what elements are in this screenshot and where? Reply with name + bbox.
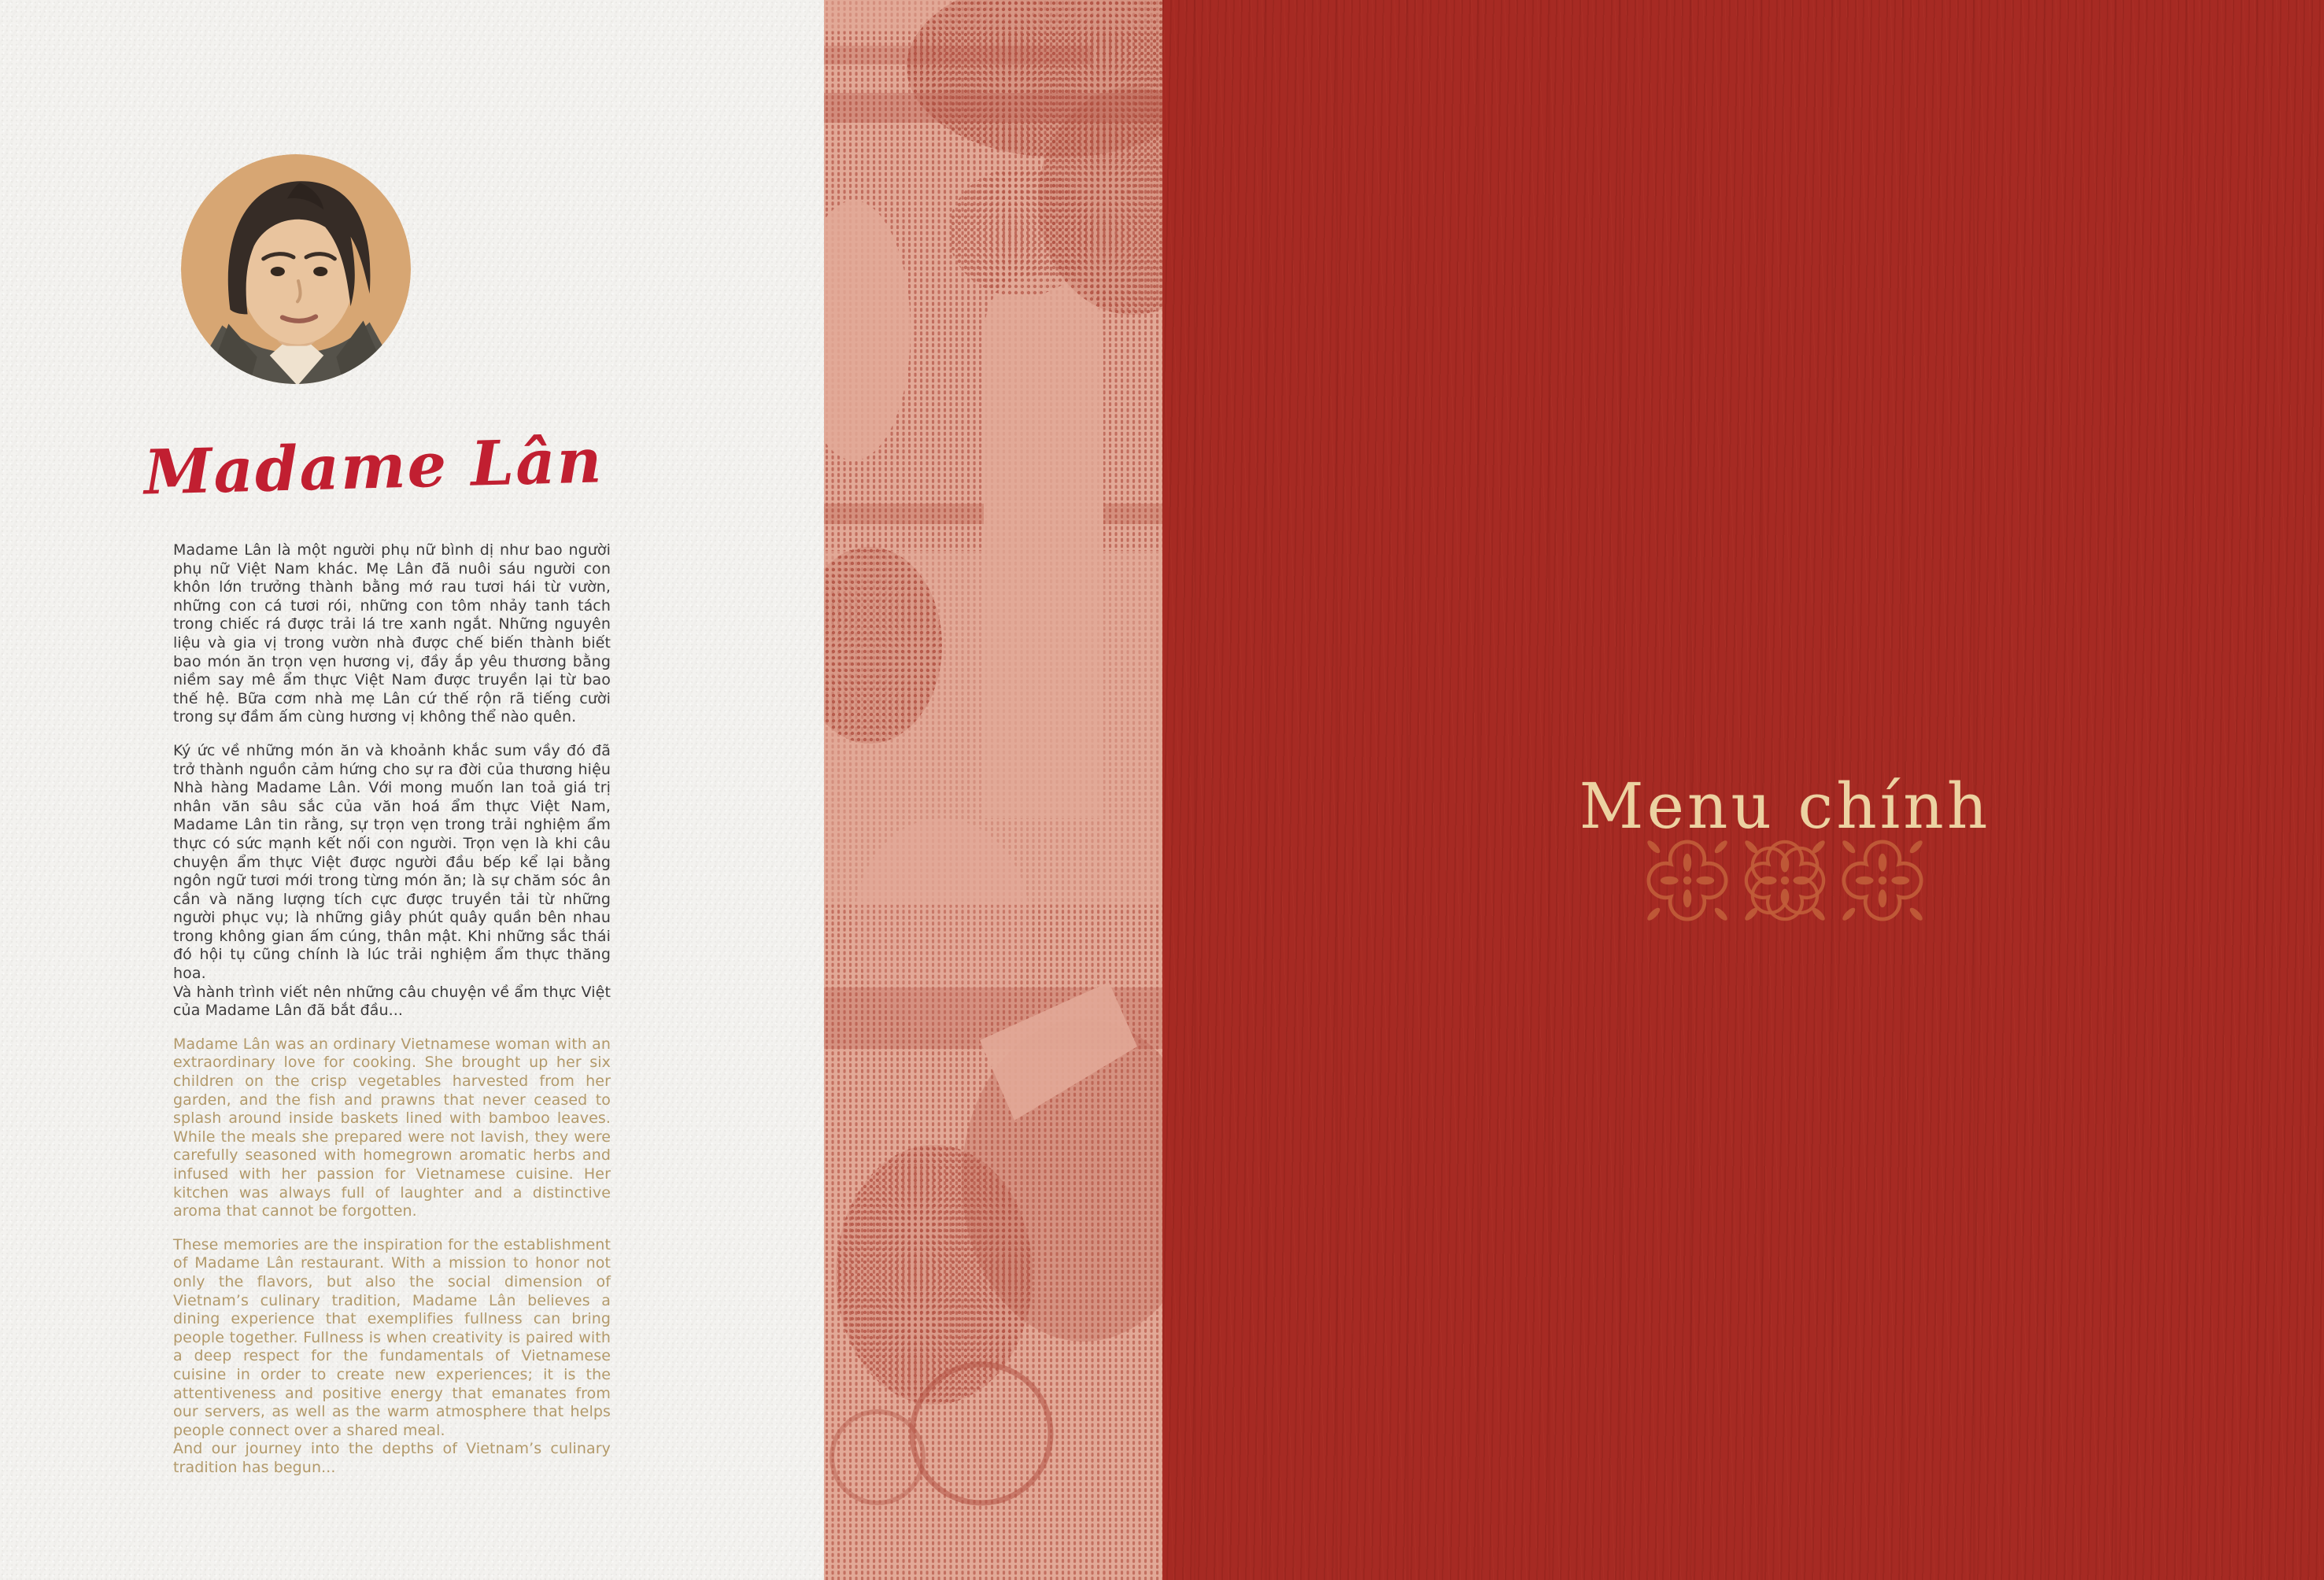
ornament-row: [1642, 836, 1927, 925]
menu-title: Menu chính: [1579, 770, 1991, 843]
story-vi-closing-line: Và hành trình viết nên những câu chuyện về ẩm thực Việt của Madame Lân đã bắt đầu...: [173, 983, 611, 1020]
flower-medallion-icon: [1838, 836, 1927, 925]
flower-medallion-icon: [1642, 836, 1732, 925]
page-title: Madame Lân: [142, 425, 604, 509]
story-en-paragraph-2: These memories are the inspiration for the establishment of Madame Lân restaurant. With a mission to honor not only the flavors, but also the social dimension of Vietnam’s culinary tradition, Madame Lân believes a dining experience that exemplifies fullness can bring people together. Fullness is when creativity is paired with a deep respect for the fundamentals of Vietnamese cuisine in order to create new experiences; it is the attentiveness and positive energy that emanates from our servers, as well as the warm atmosphere that helps people connect over a shared meal.: [173, 1235, 611, 1439]
story-english: [173, 1035, 611, 1478]
portrait-illustration: [181, 154, 411, 384]
story-vi-paragraph-1: Madame Lân là một người phụ nữ bình dị như bao người phụ nữ Việt Nam khác. Mẹ Lân đã nuôi sáu người con khôn lớn trưởng thành bằng mớ rau tươi hái từ vườn, những con cá tươi rói, những con tôm nhảy tanh tách trong chiếc rá được trải lá tre xanh ngắt. Những nguyên liệu và gia vị trong vườn nhà được chế biến thành biết bao món ăn trọn vẹn hương vị, đầy ắp yêu thương bằng niềm say mê ẩm thực Việt Nam được truyền lại từ bao thế hệ. Bữa cơm nhà mẹ Lân cứ thế rộn rã tiếng cười trong sự đầm ấm cùng hương vị không thể nào quên.: [173, 541, 611, 726]
halftone-street-scene: [824, 0, 1162, 1580]
rosette-medallion-icon: [1740, 836, 1830, 925]
portrait-photo: [181, 154, 411, 384]
story-vi-paragraph-2: Ký ức về những món ăn và khoảnh khắc sum vầy đó đã trở thành nguồn cảm hứng cho sự ra đời của thương hiệu Nhà hàng Madame Lân. Với mong muốn lan toả giá trị nhân văn sâu sắc của văn hoá ẩm thực Việt Nam, Madame Lân tin rằng, sự trọn vẹn trong trải nghiệm ẩm thực có sức mạnh kết nối con người. Trọn vẹn là khi câu chuyện ẩm thực Việt được người đầu bếp kể lại bằng ngôn ngữ tươi mới trong từng món ăn; là sự chăm sóc ân cần và năng lượng tích cực được truyền tải từ những người phục vụ; là những giây phút quây quần bên nhau trong không gian ấm cúng, thân mật. Khi những sắc thái đó hội tụ cũng chính là lúc trải nghiệm ẩm thực thăng hoa.: [173, 741, 611, 983]
right-page: [1162, 0, 2324, 1580]
story-column: [173, 541, 611, 1493]
story-vietnamese: [173, 541, 611, 1021]
halftone-photo-strip: [824, 0, 1162, 1580]
left-page: [0, 0, 824, 1580]
story-en-paragraph-1: Madame Lân was an ordinary Vietnamese woman with an extraordinary love for cooking. She brought up her six children on the crisp vegetables harvested from her garden, and the fish and prawns that never ceased to splash around inside baskets lined with bamboo leaves. While the meals she prepared were not lavish, they were carefully seasoned with homegrown aromatic herbs and infused with her passion for Vietnamese cuisine. Her kitchen was always full of laughter and a distinctive aroma that cannot be forgotten.: [173, 1035, 611, 1220]
story-en-closing-line: And our journey into the depths of Vietnam’s culinary tradition has begun...: [173, 1440, 611, 1476]
